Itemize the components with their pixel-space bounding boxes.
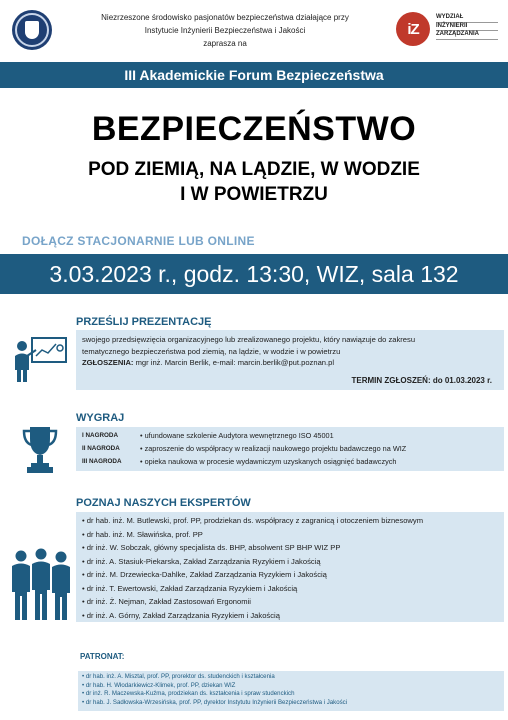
header-line-1: Niezrzeszone środowisko pasjonatów bezpieczeństwa działające przy bbox=[101, 13, 349, 22]
submit-text-line-1: swojego przedsięwzięcia organizacyjnego lub zrealizowanego projektu, który nawiązuje do zakresu bbox=[82, 335, 416, 344]
award-rank: I NAGRODA bbox=[82, 432, 119, 439]
patron-item: • dr hab. H. Włodarkiewicz-Klimek, prof. PP, dziekan WIZ bbox=[82, 682, 500, 691]
expert-item: • dr inż. Ż. Nejman, Zakład Zastosowań Ergonomii bbox=[82, 595, 498, 609]
expert-item: • dr inż. W. Sobczak, główny specjalista ds. BHP, absolwent SP BHP WIZ PP bbox=[82, 541, 498, 555]
forum-banner: III Akademickie Forum Bezpieczeństwa bbox=[0, 62, 508, 88]
join-info: DOŁĄCZ STACJONARNIE LUB ONLINE bbox=[22, 234, 255, 248]
patron-item: • dr hab. J. Sadłowska-Wrzesińska, prof. PP, dyrektor Instytutu Inżynierii Bezpieczeństwa i Jakości bbox=[82, 699, 500, 708]
submission-deadline: TERMIN ZGŁOSZEŃ: do 01.03.2023 r. bbox=[351, 375, 492, 385]
contact-text: mgr inż. Marcin Berlik, e-mail: marcin.berlik@put.poznan.pl bbox=[133, 358, 335, 367]
section-submit-title: PRZEŚLIJ PREZENTACJĘ bbox=[76, 316, 212, 328]
submit-text-line-2: tematycznego bezpieczeństwa pod ziemią, na lądzie, w wodzie i w powietrzu bbox=[82, 346, 341, 356]
expert-item: • dr inż. M. Drzewiecka-Dahlke, Zakład Zarządzania Ryzykiem i Jakością bbox=[82, 568, 498, 582]
trophy-icon bbox=[22, 423, 58, 475]
expert-item: • dr hab. inż. M. Butlewski, prof. PP, prodziekan ds. współpracy z zagranicą i otoczeniem biznesowym bbox=[82, 514, 498, 528]
faculty-name-line-1: WYDZIAŁ bbox=[436, 14, 498, 23]
faculty-name bbox=[436, 14, 498, 40]
award-ranks bbox=[82, 429, 134, 468]
header-line-3: zaprasza na bbox=[203, 39, 247, 48]
subtitle bbox=[0, 157, 508, 207]
expert-item: • dr inż. A. Stasiuk-Piekarska, Zakład Zarządzania Ryzykiem i Jakością bbox=[82, 555, 498, 569]
event-date-banner: 3.03.2023 r., godz. 13:30, WIZ, sala 132 bbox=[0, 254, 508, 294]
patronage-title: PATRONAT: bbox=[80, 652, 125, 661]
expert-item: • dr inż. T. Ewertowski, Zakład Zarządzania Ryzykiem i Jakością bbox=[82, 582, 498, 596]
faculty-name-line-2: INŻYNIERII bbox=[436, 23, 498, 32]
section-win-box bbox=[76, 427, 504, 471]
patron-item: • dr inż. R. Maczewska-Kuźma, prodziekan ds. kształcenia i spraw studenckich bbox=[82, 690, 500, 699]
patronage-box bbox=[78, 671, 504, 711]
award-prize: • opieka naukowa w procesie wydawniczym uzyskanych osiągnięć badawczych bbox=[140, 455, 500, 468]
header-line-2: Instytucie Inżynierii Bezpieczeństwa i Jakości bbox=[144, 26, 306, 35]
main-title: BEZPIECZEŃSTWO bbox=[91, 110, 417, 148]
iz-logo-icon: iZ bbox=[396, 12, 430, 46]
patron-item: • dr hab. inż. A. Misztal, prof. PP, prorektor ds. studenckich i kształcenia bbox=[82, 673, 500, 682]
section-experts-title: POZNAJ NASZYCH EKSPERTÓW bbox=[76, 497, 251, 509]
section-win-title: WYGRAJ bbox=[76, 412, 125, 424]
award-prizes bbox=[140, 429, 500, 468]
award-rank: III NAGRODA bbox=[82, 458, 122, 465]
submit-contact bbox=[82, 357, 498, 369]
award-prize: • ufundowane szkolenie Audytora wewnętrznego ISO 45001 bbox=[140, 429, 500, 442]
faculty-name-line-3: ZARZĄDZANIA bbox=[436, 31, 498, 40]
subtitle-line-1: POD ZIEMIĄ, NA LĄDZIE, W WODZIE bbox=[88, 159, 420, 180]
presenter-board-icon bbox=[12, 334, 70, 384]
section-experts-box bbox=[76, 512, 504, 622]
faculty-logo bbox=[396, 12, 498, 52]
subtitle-line-2: I W POWIETRZU bbox=[180, 184, 328, 205]
expert-item: • dr hab. inż. M. Sławińska, prof. PP bbox=[82, 528, 498, 542]
header-intro bbox=[60, 11, 390, 50]
award-rank: II NAGRODA bbox=[82, 445, 120, 452]
business-people-icon bbox=[8, 548, 74, 622]
university-seal-icon bbox=[12, 10, 52, 50]
expert-item: • dr inż. A. Górny, Zakład Zarządzania Ryzykiem i Jakością bbox=[82, 609, 498, 623]
section-submit-box bbox=[76, 330, 504, 390]
contact-label: ZGŁOSZENIA: bbox=[82, 358, 134, 367]
award-prize: • zaproszenie do współpracy w realizacji naukowego projektu badawczego na WIZ bbox=[140, 442, 500, 455]
